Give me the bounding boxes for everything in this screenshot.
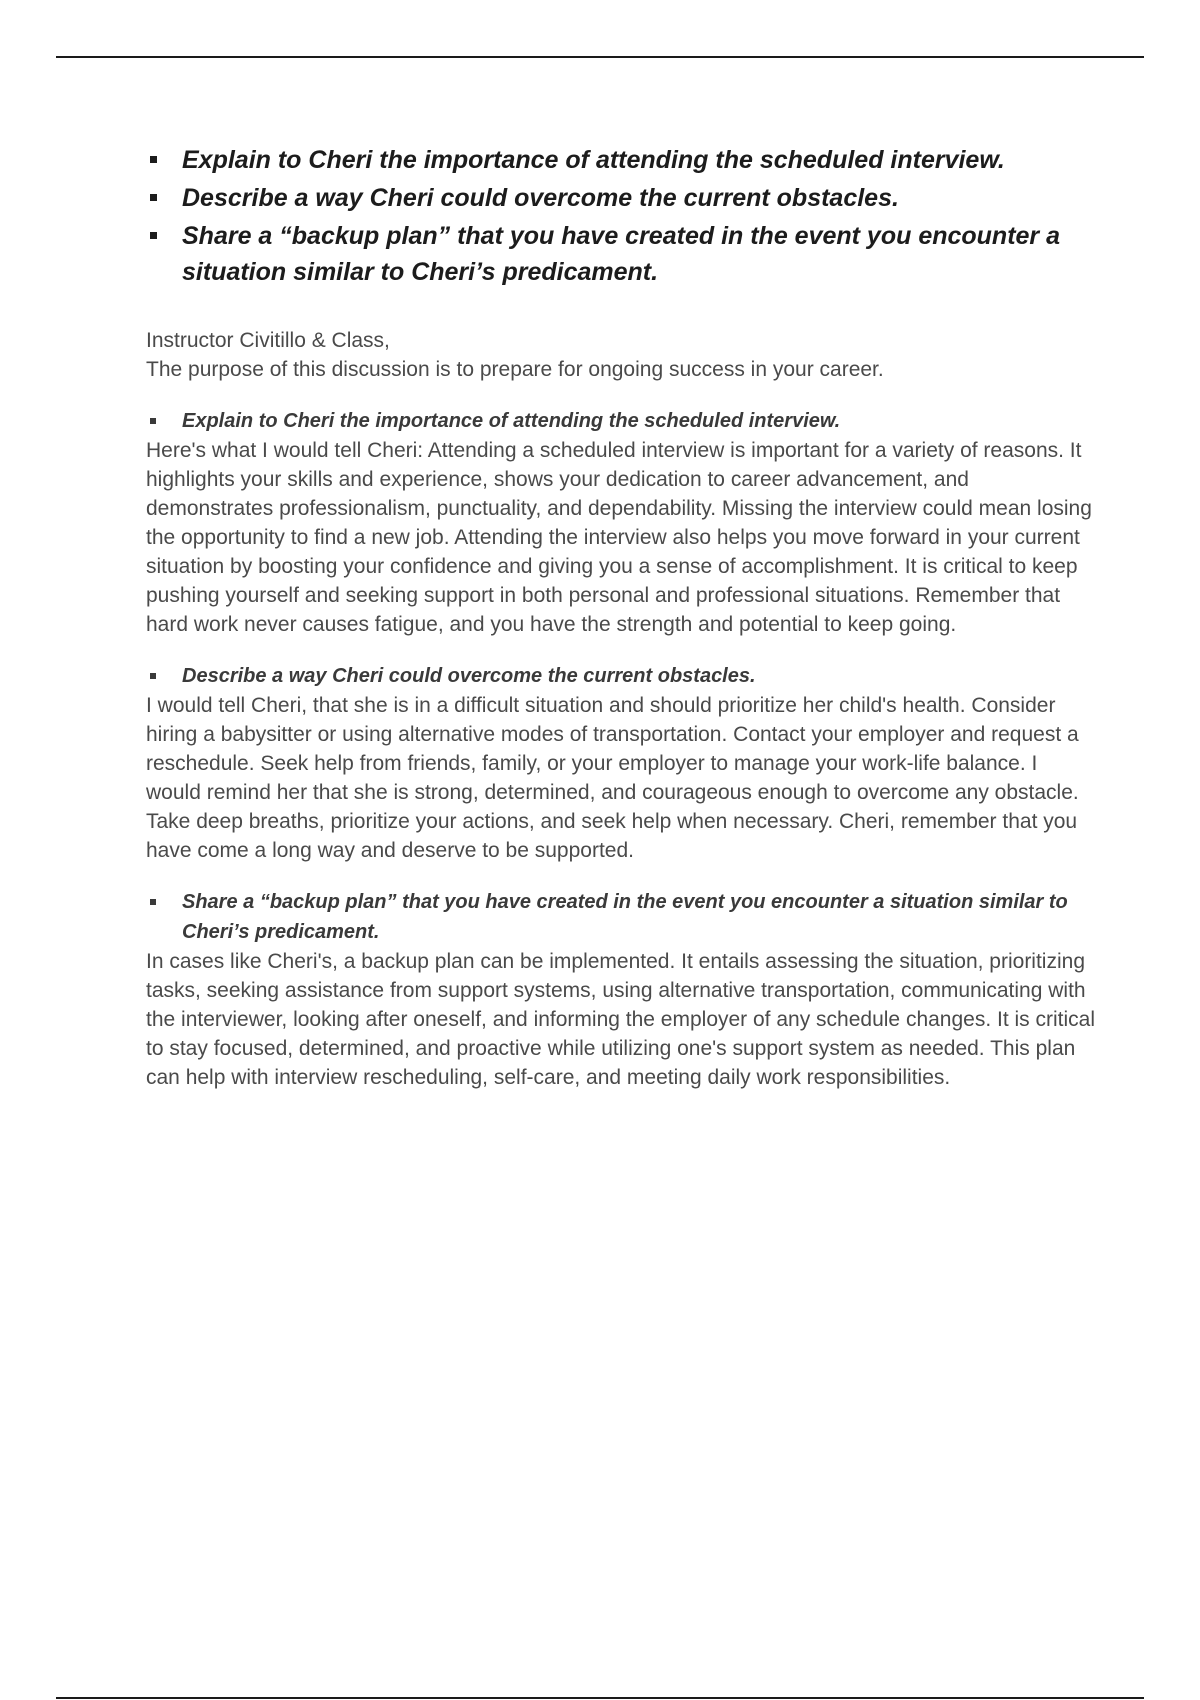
section-heading-text: Explain to Cheri the importance of attending the scheduled interview. — [182, 410, 841, 432]
section-heading — [146, 661, 1096, 691]
section-body: Here's what I would tell Cheri: Attending a scheduled interview is important for a variety of reasons. It highlights your skills and experience, shows your dedication to career advancement, and demonstrates professionalism, punctuality, and dependability. Missing the interview could mean losing the opportunity to find a new job. Attending the interview also helps you move forward in your current situation by boosting your confidence and giving you a sense of accomplishment. It is critical to keep pushing yourself and seeking support in both personal and professional situations. Remember that hard work never causes fatigue, and you have the strength and potential to keep going. — [146, 439, 1092, 636]
square-bullet-icon — [150, 156, 157, 163]
prompt-text: Share a “backup plan” that you have created in the event you encounter a situation similar to Cheri’s predicament. — [182, 222, 1061, 286]
section-heading-text: Share a “backup plan” that you have created in the event you encounter a situation similar to Cheri’s predicament. — [182, 891, 1068, 943]
square-bullet-icon — [150, 673, 156, 679]
square-bullet-icon — [150, 194, 157, 201]
response-section-3 — [146, 887, 1096, 1092]
prompt-text: Explain to Cheri the importance of attending the scheduled interview. — [182, 146, 1005, 174]
salutation: Instructor Civitillo & Class, — [146, 329, 390, 352]
square-bullet-icon — [150, 418, 156, 424]
purpose-statement: The purpose of this discussion is to prepare for ongoing success in your career. — [146, 358, 884, 381]
section-heading-text: Describe a way Cheri could overcome the current obstacles. — [182, 665, 756, 687]
prompt-item — [146, 180, 1096, 216]
section-body: I would tell Cheri, that she is in a difficult situation and should prioritize her child's health. Consider hiring a babysitter or using alternative modes of transportation. Contact your employer and request a reschedule. Seek help from friends, family, or your employer to manage your work-life balance. I would remind her that she is strong, determined, and courageous enough to overcome any obstacle. Take deep breaths, prioritize your actions, and seek help when necessary. Cheri, remember that you have come a long way and deserve to be supported. — [146, 694, 1079, 862]
greeting-block — [146, 326, 1096, 384]
footer-rule — [56, 1697, 1144, 1699]
prompt-item — [146, 218, 1096, 290]
section-heading — [146, 406, 1096, 436]
prompt-item — [146, 142, 1096, 178]
section-heading — [146, 887, 1096, 947]
response-section-1 — [146, 406, 1096, 639]
document-content — [146, 142, 1096, 1092]
section-body: In cases like Cheri's, a backup plan can be implemented. It entails assessing the situation, prioritizing tasks, seeking assistance from support systems, using alternative transportation, communicating with the interviewer, looking after oneself, and informing the employer of any schedule changes. It is critical to stay focused, determined, and proactive while utilizing one's support system as needed. This plan can help with interview rescheduling, self-care, and meeting daily work responsibilities. — [146, 950, 1096, 1089]
prompt-text: Describe a way Cheri could overcome the current obstacles. — [182, 184, 899, 212]
prompt-list — [146, 142, 1096, 290]
header-rule — [56, 56, 1144, 58]
square-bullet-icon — [150, 899, 156, 905]
square-bullet-icon — [150, 232, 157, 239]
response-section-2 — [146, 661, 1096, 865]
